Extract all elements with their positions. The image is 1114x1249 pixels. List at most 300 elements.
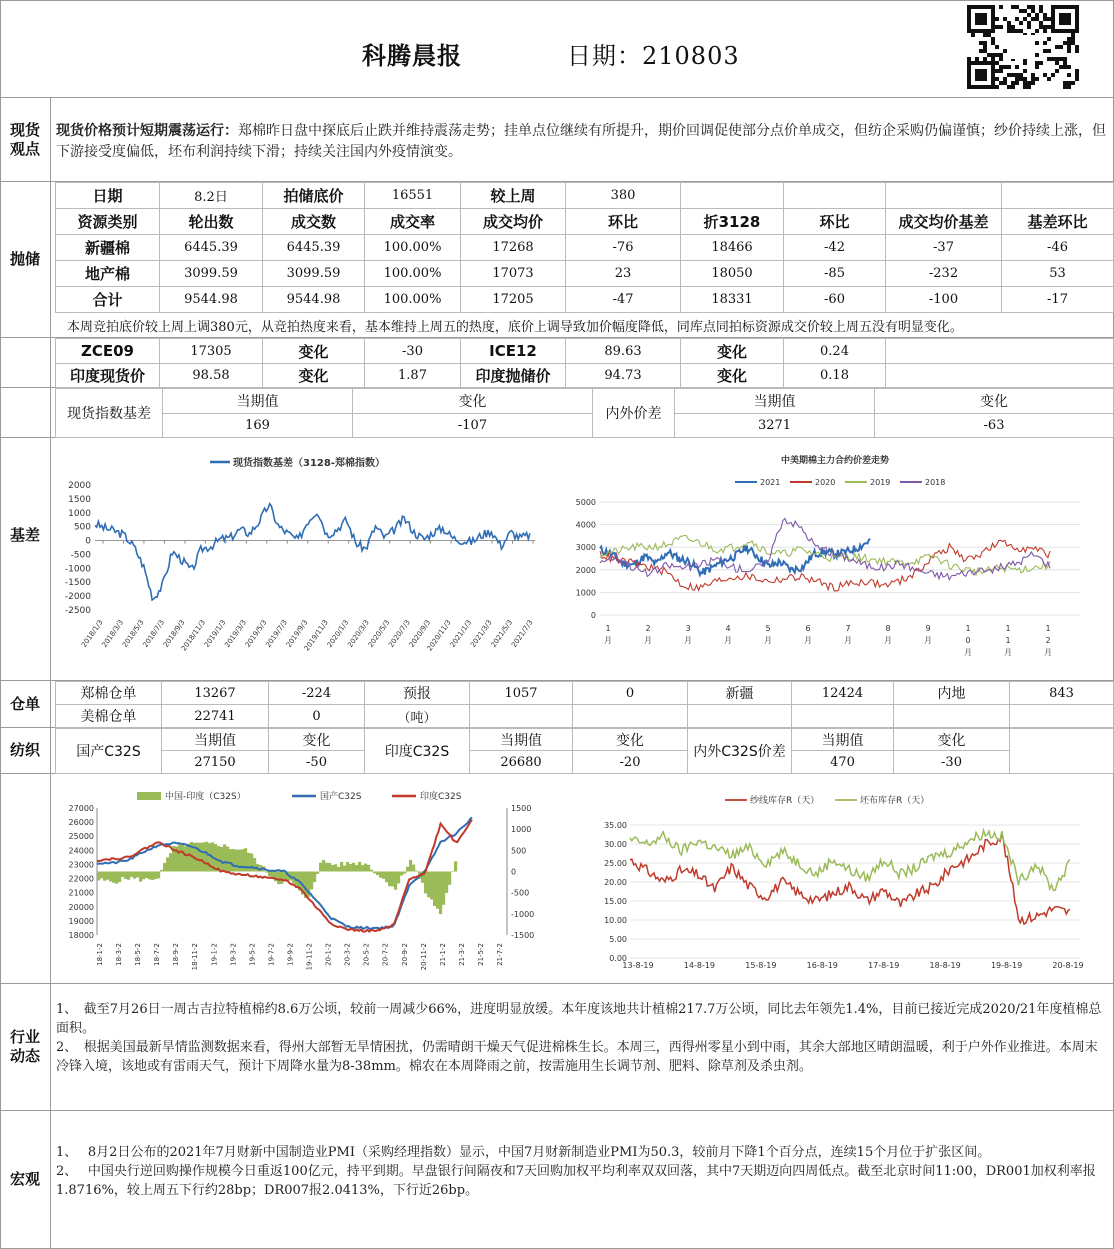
auction-cell: -85 [784, 261, 886, 287]
qr-module [991, 37, 995, 41]
diff-bar [241, 849, 244, 871]
section-auction: 抛储 [9, 250, 40, 268]
y-tick-label: 18000 [68, 931, 94, 940]
diff-bar [349, 864, 352, 871]
forecast-unit: （吨） [365, 705, 470, 728]
x-tick-label: 月 [964, 648, 972, 657]
y2-tick-label: -500 [511, 888, 530, 898]
y-tick-label: 22000 [68, 874, 94, 884]
diff-bar [343, 866, 346, 872]
qr-module [995, 45, 999, 49]
x-tick-label: 18-3-2 [115, 943, 124, 966]
spread-change-header: 变化 [875, 389, 1114, 414]
diff-bar [451, 872, 454, 873]
qr-module [983, 33, 987, 37]
qr-module [1063, 85, 1067, 89]
diff-bar [433, 872, 436, 906]
qr-module [1015, 5, 1019, 9]
qr-module [995, 61, 999, 65]
diff-bar [445, 872, 448, 893]
spread-c32s-change-header: 变化 [894, 729, 1010, 751]
diff-bar [391, 872, 394, 887]
us-receipt-label: 美棉仓单 [56, 705, 162, 728]
section-macro: 宏观 [9, 1170, 40, 1188]
qr-module [1067, 81, 1071, 85]
section-warehouse: 仓单 [9, 694, 40, 713]
c32s-yarn-chart [52, 780, 552, 976]
diff-bar [394, 872, 397, 890]
diff-bar [148, 872, 151, 880]
qr-module [1019, 77, 1023, 81]
diff-bar [142, 872, 145, 880]
qr-module [1043, 29, 1047, 33]
warehouse-cell: 内地 [894, 682, 1010, 705]
x-tick-label: 月 [604, 636, 612, 645]
x-tick-label: 2018/11/3 [179, 618, 208, 653]
diff-bar [250, 853, 253, 871]
qr-module [1039, 5, 1043, 9]
qr-module [1011, 5, 1015, 9]
qr-module [1015, 65, 1019, 69]
c32s-spread-label: 内外C32S价差 [688, 729, 792, 774]
auction-cell: 53 [1002, 261, 1114, 287]
x-tick-label: 19-3-2 [229, 943, 238, 966]
diff-bar [361, 865, 364, 871]
diff-bar [196, 843, 199, 872]
qr-module [1007, 85, 1011, 89]
qr-module [1067, 65, 1071, 69]
y-tick-label: 5.00 [609, 935, 627, 944]
auction-cell: 3099.59 [160, 261, 263, 287]
qr-module [1011, 73, 1015, 77]
chart-title: 中美期棉主力合约价差走势 [780, 456, 890, 466]
x-tick-label: 月 [844, 636, 852, 645]
y-tick-label: 0 [85, 536, 91, 547]
diff-bar [184, 846, 187, 871]
qr-module [967, 57, 971, 61]
y-tick-label: 0.00 [609, 954, 627, 963]
qr-module [1075, 73, 1079, 77]
x-tick-label: 月 [804, 636, 812, 645]
auction-table [55, 182, 1114, 313]
auction-cell: 新疆棉 [56, 235, 160, 261]
diff-bar [187, 844, 190, 872]
qr-module [987, 33, 991, 37]
futures-cell: 变化 [263, 364, 365, 388]
futures-cell: 1.87 [365, 364, 461, 388]
qr-module [1019, 29, 1023, 33]
x-tick-label: 2019/1/3 [202, 618, 228, 649]
series-line [630, 833, 1070, 924]
auction-cell: 100.00% [365, 261, 461, 287]
qr-logo [1011, 35, 1035, 59]
qr-module [983, 49, 987, 53]
diff-bar [334, 864, 337, 871]
diff-bar [145, 872, 148, 879]
diff-bar [412, 865, 415, 872]
qr-module [1039, 21, 1043, 25]
qr-module [1067, 49, 1071, 53]
qr-module [1055, 57, 1059, 61]
x-tick-label: 月 [724, 636, 732, 645]
basis-change-header: 变化 [353, 389, 593, 414]
qr-code-icon [967, 5, 1079, 89]
qr-module [1059, 65, 1063, 69]
qr-module [1023, 77, 1027, 81]
diff-bar [400, 872, 403, 876]
qr-module [999, 69, 1003, 73]
auction-row [56, 287, 1114, 313]
basis-table [55, 388, 1114, 438]
auction-cell: 6445.39 [263, 235, 365, 261]
qr-module [1071, 33, 1075, 37]
diff-bar [157, 872, 160, 879]
diff-bar [442, 872, 445, 905]
domestic-current-header: 当期值 [162, 729, 269, 751]
industry-item: 2、 根据美国最新旱情监测数据来看，得州大部暂无旱情困扰，仍需晴朗干燥天气促进棉株生长。本周三，西得州零星小到中雨，其余大部地区晴朗温暖，利于户外作业推进。本周末冷锋入境，该地或有雷雨天气，预计下周降水量为8-38mm。棉农在本周降雨之前，按需施用生长调节剂、肥料、除草剂及杀虫剂。 [56, 1040, 1098, 1074]
diff-bar [127, 872, 130, 880]
x-tick-label: 9 [925, 624, 931, 633]
diff-bar [133, 872, 136, 879]
auction-cell: -60 [784, 287, 886, 313]
x-tick-label: 14-8-19 [683, 961, 716, 970]
qr-module [1071, 41, 1075, 45]
auction-cell: 9544.98 [263, 287, 365, 313]
india-c32s-label: 印度C32S [365, 729, 470, 774]
qr-module [1075, 45, 1079, 49]
qr-module [1047, 77, 1051, 81]
qr-module [1039, 25, 1043, 29]
x-tick-label: 21-7-2 [496, 943, 504, 966]
y-tick-label: 2000 [68, 481, 91, 491]
qr-finder [1059, 13, 1071, 25]
qr-module [1019, 9, 1023, 13]
qr-module [1015, 81, 1019, 85]
macro-news [56, 1143, 1106, 1200]
auction-cell: 100.00% [365, 235, 461, 261]
qr-module [1043, 41, 1047, 45]
y-tick-label: 4000 [575, 520, 596, 530]
qr-module [1075, 69, 1079, 73]
section-basis: 基差 [9, 525, 40, 544]
x-tick-label: 13-8-19 [622, 961, 654, 970]
qr-module [1023, 69, 1027, 73]
x-tick-label: 21-5-2 [476, 943, 485, 966]
diff-bar [403, 872, 406, 874]
diff-bar [199, 843, 202, 872]
qr-module [975, 57, 979, 61]
diff-bar [280, 872, 283, 884]
x-tick-label: 19-9-2 [286, 943, 295, 966]
x-tick-label: 18-7-2 [153, 943, 162, 966]
qr-module [1055, 69, 1059, 73]
diff-bar [358, 862, 361, 872]
diff-bar [385, 872, 388, 883]
qr-module [1015, 29, 1019, 33]
diff-bar [166, 857, 169, 871]
qr-module [983, 45, 987, 49]
diff-bar [163, 863, 166, 872]
qr-module [1003, 65, 1007, 69]
auction-cell: 合计 [56, 287, 160, 313]
section-spot: 现货 观点 [9, 120, 40, 158]
diff-bar [370, 870, 373, 872]
warehouse-cell: 12424 [792, 682, 894, 705]
auction-header-cell: 成交均价基差 [886, 209, 1002, 235]
diff-bar [364, 864, 367, 872]
qr-module [1007, 25, 1011, 29]
qr-module [1011, 29, 1015, 33]
inventory-days-chart [585, 780, 1105, 976]
x-tick-label: 19-8-19 [990, 961, 1023, 970]
diff-bar [100, 872, 103, 879]
legend-label: 2019 [870, 478, 891, 487]
spread-c32s-current-value: 470 [792, 751, 894, 774]
series-line-2018 [600, 519, 1050, 580]
x-tick-label: 2018/1/3 [80, 618, 105, 649]
y-tick-label: 20000 [68, 902, 94, 912]
diff-bar [337, 867, 340, 872]
diff-bar [406, 867, 409, 872]
x-tick-label: 1 [605, 624, 611, 633]
x-tick-label: 20-3-2 [343, 943, 352, 966]
qr-module [991, 41, 995, 45]
qr-module [995, 85, 999, 89]
y2-tick-label: 1500 [511, 804, 532, 813]
qr-module [1027, 13, 1031, 17]
x-tick-label: 2020/5/3 [366, 618, 392, 649]
x-tick-label: 16-8-19 [806, 961, 838, 970]
qr-module [1075, 77, 1079, 81]
qr-module [1019, 21, 1023, 25]
qr-module [1031, 5, 1035, 9]
x-tick-label: 2018/9/3 [161, 618, 187, 649]
spot-view-text [56, 121, 1106, 163]
x-tick-label: 2019/5/3 [243, 618, 269, 649]
auction-cell: -76 [566, 235, 681, 261]
y-tick-label: -1500 [64, 578, 91, 589]
futures-cell: -30 [365, 339, 461, 364]
qr-module [1027, 85, 1031, 89]
auction-cell: -47 [566, 287, 681, 313]
futures-cell: 0.24 [784, 339, 886, 364]
qr-module [1031, 17, 1035, 21]
auction-header-cell: 成交率 [365, 209, 461, 235]
qr-module [1011, 85, 1015, 89]
y-tick-label: 30.00 [604, 840, 627, 849]
legend-label: 2021 [760, 478, 781, 487]
industry-news [56, 1000, 1106, 1076]
qr-module [995, 77, 999, 81]
auction-header-cell: 成交数 [263, 209, 365, 235]
qr-module [999, 65, 1003, 69]
x-tick-label: 7 [845, 624, 851, 633]
x-tick-label: 1 [965, 624, 971, 633]
y-tick-label: 3000 [575, 543, 596, 553]
qr-module [1023, 9, 1027, 13]
auction-header-cell: 成交均价 [461, 209, 566, 235]
report-date: 日期：210803 [567, 42, 740, 70]
x-tick-label: 2019/11/3 [302, 618, 330, 653]
x-tick-label: 2019/9/3 [284, 618, 310, 649]
spot-view-body: 郑棉昨日盘中探底后止跌并维持震荡走势；挂单点位继续有所提升，期价回调促使部分点价单成交，但纺企采购仍偏谨慎；纱价持续上涨，但下游接受度偏低，坯布利润持续下滑；持续关注国内外疫情演变。 [56, 123, 1106, 160]
legend-label: 印度C32S [420, 792, 462, 802]
x-tick-label: 15-8-19 [745, 961, 777, 970]
y-tick-label: 0 [590, 611, 596, 620]
diff-bar [232, 849, 235, 872]
industry-item: 1、 截至7月26日一周古吉拉特植棉约8.6万公顷，较前一周减少66%，进度明显放缓。本年度该地共计植棉217.7万公顷，同比去年领先1.4%，目前已接近完成2020/21年度植棉总面积。 [56, 1002, 1102, 1036]
auction-header-cell: 资源类别 [56, 209, 160, 235]
diff-bar [409, 860, 412, 871]
x-tick-label: 18-11-2 [191, 943, 200, 971]
diff-bar [235, 850, 238, 872]
warehouse-row [56, 682, 1114, 705]
x-tick-label: 2 [645, 624, 651, 633]
y-tick-label: -500 [70, 550, 91, 561]
qr-module [995, 25, 999, 29]
diff-bar [388, 872, 391, 887]
series-line [630, 830, 1070, 890]
qr-module [1047, 37, 1051, 41]
qr-module [1047, 25, 1051, 29]
auction-cell: -46 [1002, 235, 1114, 261]
diff-bar [181, 844, 184, 871]
x-tick-label: 2021/7/3 [510, 618, 535, 649]
basis-spread-label: 内外价差 [593, 389, 675, 438]
qr-module [1043, 25, 1047, 29]
x-tick-label: 2020/3/3 [346, 618, 371, 649]
qr-module [987, 53, 991, 57]
qr-module [999, 53, 1003, 57]
qr-module [995, 53, 999, 57]
x-tick-label: 6 [805, 624, 811, 633]
y-tick-label: 10.00 [604, 916, 627, 925]
qr-module [1059, 45, 1063, 49]
y2-tick-label: -1000 [511, 909, 535, 919]
qr-module [1055, 45, 1059, 49]
qr-module [1039, 9, 1043, 13]
auction-header-row [56, 209, 1114, 235]
x-tick-label: 2020/9/3 [407, 618, 433, 649]
auction-cell: -100 [886, 287, 1002, 313]
futures-cell: 变化 [263, 339, 365, 364]
qr-module [991, 53, 995, 57]
x-tick-label: 月 [924, 636, 932, 645]
futures-cell: 变化 [681, 339, 784, 364]
x-tick-label: 3 [685, 624, 691, 633]
x-tick-label: 21-1-2 [438, 943, 447, 966]
x-tick-label: 17-8-19 [868, 961, 900, 970]
futures-table [55, 338, 1114, 388]
auction-cell: 17205 [461, 287, 566, 313]
y-tick-label: 25000 [68, 832, 94, 842]
spread-current-value: 3271 [675, 414, 875, 438]
warehouse-cell: 新疆 [688, 682, 792, 705]
qr-module [1051, 57, 1055, 61]
auction-cell: -232 [886, 261, 1002, 287]
qr-module [1047, 57, 1051, 61]
qr-module [1071, 81, 1075, 85]
qr-module [1031, 73, 1035, 77]
qr-module [999, 5, 1003, 9]
warehouse-table [55, 681, 1114, 728]
auction-week-label: 较上周 [461, 183, 566, 209]
futures-row [56, 364, 1114, 388]
y2-tick-label: -1500 [511, 931, 535, 940]
diff-bar [220, 847, 223, 872]
x-tick-label: 月 [644, 636, 652, 645]
y-tick-label: 500 [73, 522, 91, 533]
auction-row [56, 261, 1114, 287]
x-tick-label: 1 [1045, 624, 1051, 633]
y2-tick-label: 0 [511, 867, 517, 877]
qr-module [1067, 85, 1071, 89]
legend-label: 现货指数基差（3128-郑棉指数） [233, 458, 385, 469]
diff-bar [415, 871, 418, 872]
diff-bar [229, 849, 232, 871]
auction-date-label: 日期 [56, 183, 160, 209]
qr-module [1051, 73, 1055, 77]
diff-bar [115, 872, 118, 884]
x-tick-label: 18-9-2 [172, 943, 181, 966]
auction-cell: -37 [886, 235, 1002, 261]
qr-module [1019, 73, 1023, 77]
qr-module [1063, 41, 1067, 45]
qr-module [995, 17, 999, 21]
diff-bar [109, 872, 112, 882]
diff-bar [331, 865, 334, 871]
x-tick-label: 18-8-19 [929, 961, 961, 970]
macro-item: 2、 中国央行逆回购操作规模今日重返100亿元，持平到期。早盘银行间隔夜和7天回购加权平均利率双双回落，其中7天期迈向四周低点。截至北京时间11:00，DR001加权利率报1.8716%，较上周五下行约28bp；DR007报2.0413%，下行近26bp。 [56, 1164, 1096, 1198]
diff-bar [454, 861, 457, 871]
basis-change-value: -107 [353, 414, 593, 438]
auction-date-value: 8.2日 [160, 183, 263, 209]
x-tick-label: 2 [1045, 636, 1051, 645]
legend-label: 2020 [815, 478, 836, 487]
y-tick-label: 20.00 [604, 878, 627, 887]
qr-module [1059, 57, 1063, 61]
futures-cell: 印度抛储价 [461, 364, 566, 388]
x-tick-label: 20-7-2 [381, 943, 390, 966]
diff-bar [319, 863, 322, 872]
diff-bar [352, 863, 355, 872]
diff-bar [238, 850, 241, 872]
futures-cell: 89.63 [566, 339, 681, 364]
diff-bar [277, 872, 280, 885]
us-receipt-value: 22741 [162, 705, 269, 728]
diff-bar [160, 870, 163, 872]
qr-module [979, 41, 983, 45]
auction-header-cell: 折3128 [681, 209, 784, 235]
basis-spot-label: 现货指数基差 [56, 389, 163, 438]
qr-module [1023, 85, 1027, 89]
textile-table [55, 728, 1114, 774]
futures-cell: 变化 [681, 364, 784, 388]
qr-module [1067, 37, 1071, 41]
y2-tick-label: 1000 [511, 825, 532, 835]
auction-cell: 6445.39 [160, 235, 263, 261]
x-tick-label: 月 [764, 636, 772, 645]
qr-module [1011, 25, 1015, 29]
x-tick-label: 2019/3/3 [223, 618, 248, 649]
legend-label: 2018 [925, 478, 946, 487]
qr-module [1039, 61, 1043, 65]
x-tick-label: 18-1-2 [96, 943, 104, 966]
auction-cell: 23 [566, 261, 681, 287]
x-tick-label: 月 [684, 636, 692, 645]
basis-index-chart [55, 445, 555, 675]
qr-module [1007, 29, 1011, 33]
